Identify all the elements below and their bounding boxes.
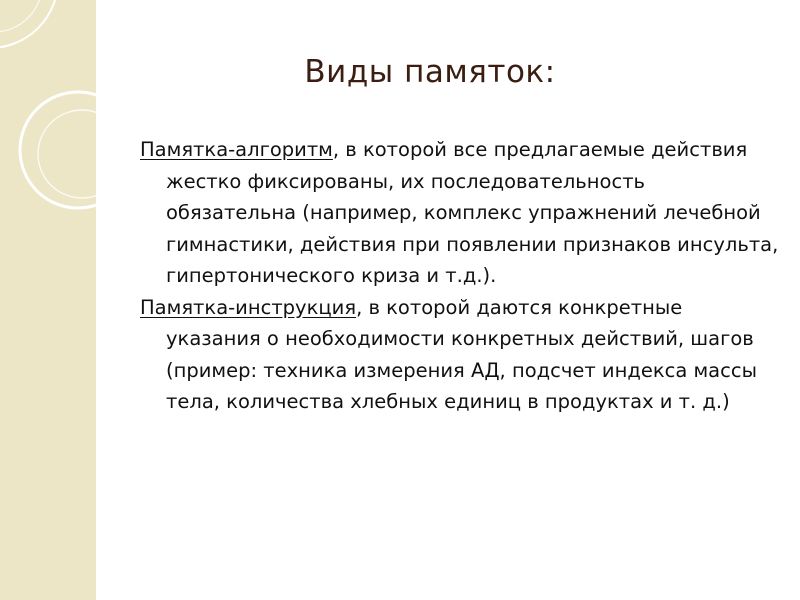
paragraph-text-memo-algorithm: , в которой все предлагаемые действия жестко фиксированы, их последовательность обязательна (например, комплекс упражнений лечебной гимнастики, действия при появлении признаков инсульта, гипертонического криза и т.д.). [166, 138, 779, 287]
decorative-rings-graphic [0, 0, 140, 240]
decorative-ring-middle [20, 92, 136, 208]
paragraph-text-memo-instruction: , в которой даются конкретные указания о необходимости конкретных действий, шагов (пример: техника измерения АД, подсчет индекса массы тела, количества хлебных единиц в продуктах и т. д.) [166, 295, 757, 413]
slide-title: Виды памяток: [304, 54, 556, 90]
paragraph-memo-instruction [140, 292, 780, 418]
paragraph-memo-algorithm [140, 134, 780, 292]
term-memo-instruction: Памятка-инструкция [140, 295, 357, 319]
decorative-ring-top [0, 0, 58, 48]
term-memo-algorithm: Памятка-алгоритм [140, 138, 333, 161]
decorative-ring-top-inner [0, 0, 42, 32]
slide-body [140, 134, 780, 418]
decorative-ring-middle-inner [38, 110, 126, 198]
